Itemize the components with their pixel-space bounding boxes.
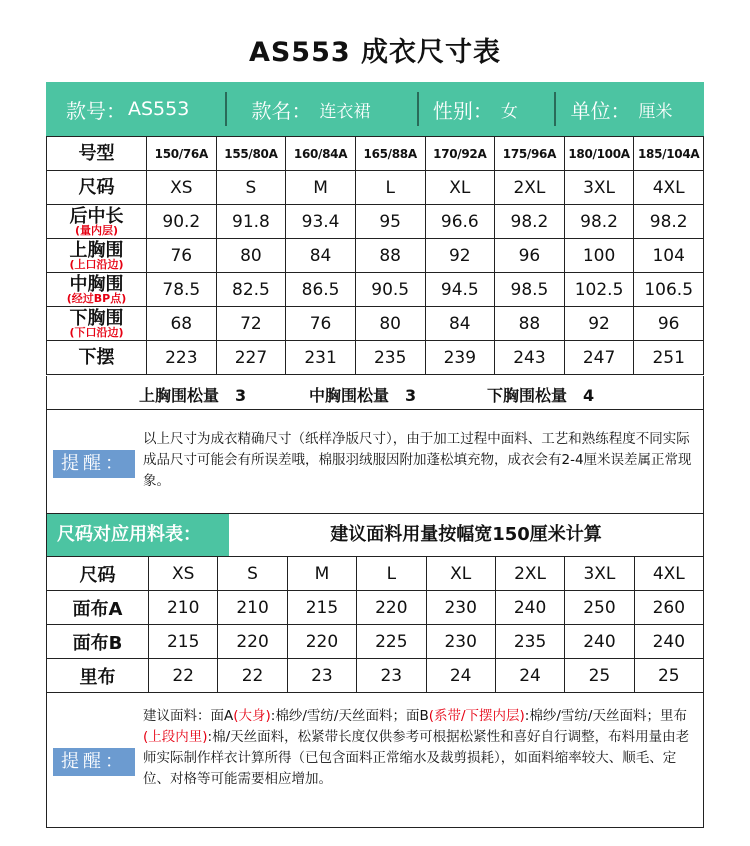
value-cell: 230 — [426, 625, 495, 659]
header-bar — [46, 82, 704, 136]
model-cell: 150/76A — [147, 137, 217, 171]
table-row — [47, 557, 704, 591]
ease-middle: 中胸围松量 3 — [309, 386, 417, 405]
value-cell: 98.2 — [634, 205, 704, 239]
table-row — [47, 625, 704, 659]
value-cell: 250 — [565, 591, 634, 625]
row-label-text: 后中长 — [69, 205, 124, 227]
value-cell: 102.5 — [564, 273, 634, 307]
value-cell: 84 — [425, 307, 495, 341]
value-cell: 24 — [426, 659, 495, 693]
value-cell: 240 — [495, 591, 564, 625]
value-cell: 92 — [564, 307, 634, 341]
value-cell: 223 — [147, 341, 217, 375]
value-cell: 215 — [287, 591, 356, 625]
page-title: AS553 成衣尺寸表 — [248, 37, 502, 68]
value-cell: 210 — [218, 591, 287, 625]
size-cell: L — [357, 557, 426, 591]
model-cell: 160/84A — [286, 137, 356, 171]
style-number-value: AS553 — [128, 98, 190, 120]
text-highlight: (系带/下摆内层) — [428, 708, 525, 724]
gender — [419, 82, 555, 136]
size-cell: S — [218, 557, 287, 591]
value-cell: 260 — [634, 591, 703, 625]
value-cell: 96 — [634, 307, 704, 341]
value-cell: 235 — [355, 341, 425, 375]
reminder-box-2 — [46, 692, 704, 828]
size-cell: 3XL — [565, 557, 634, 591]
value-cell: 88 — [355, 239, 425, 273]
gender-value: 女 — [500, 101, 518, 122]
row-label: 里布 — [47, 659, 149, 693]
value-cell: 225 — [357, 625, 426, 659]
value-cell: 98.5 — [495, 273, 565, 307]
value-cell: 243 — [495, 341, 565, 375]
unit-value: 厘米 — [638, 101, 673, 122]
size-cell: L — [355, 171, 425, 205]
unit-label: 单位： — [570, 98, 631, 123]
value-cell: 98.2 — [495, 205, 565, 239]
size-cell: M — [287, 557, 356, 591]
value-cell: 220 — [218, 625, 287, 659]
value-cell: 80 — [355, 307, 425, 341]
value-cell: 100 — [564, 239, 634, 273]
table-row — [47, 659, 704, 693]
fabric-width-note: 建议面料用量按幅宽150厘米计算 — [330, 524, 602, 545]
size-cell: XS — [147, 171, 217, 205]
table-row — [47, 205, 704, 239]
value-cell: 247 — [564, 341, 634, 375]
style-name-value: 连衣裙 — [319, 101, 371, 122]
row-label-text: 下胸围 — [69, 307, 124, 329]
size-cell: XL — [426, 557, 495, 591]
value-cell: 25 — [634, 659, 703, 693]
row-label-note: (量内层) — [74, 223, 119, 237]
size-cell: 4XL — [634, 171, 704, 205]
text-segment: :棉/天丝面料，松紧带长度仅供参考可根据松紧性和喜好自行调整，布料用量由老师实际制作样衣计算所得（已包含面料正常缩水及裁剪损耗），如面料缩率较大、顺毛、定位、对格等可能需要相应增加。 — [143, 729, 690, 787]
value-cell: 235 — [495, 625, 564, 659]
row-label-note: (下口沿边) — [69, 325, 124, 339]
value-cell: 90.5 — [355, 273, 425, 307]
model-label: 号型 — [47, 137, 147, 171]
value-cell: 72 — [216, 307, 286, 341]
value-cell: 90.2 — [147, 205, 217, 239]
fabric-header-bar — [46, 514, 704, 556]
text-segment: :棉纱/雪纺/天丝面料；面B — [270, 708, 429, 724]
value-cell: 220 — [287, 625, 356, 659]
reminder-button: 提醒： — [53, 748, 135, 776]
model-cell: 155/80A — [216, 137, 286, 171]
size-cell: 2XL — [495, 171, 565, 205]
table-row — [47, 591, 704, 625]
row-label — [47, 205, 147, 239]
table-row — [47, 341, 704, 375]
size-cell: 2XL — [495, 557, 564, 591]
value-cell: 84 — [286, 239, 356, 273]
value-cell: 68 — [147, 307, 217, 341]
value-cell: 82.5 — [216, 273, 286, 307]
value-cell: 240 — [565, 625, 634, 659]
ease-lower: 下胸围松量 4 — [487, 386, 595, 405]
value-cell: 96.6 — [425, 205, 495, 239]
fabric-usage-table — [46, 556, 704, 693]
row-label — [47, 341, 147, 375]
model-cell: 185/104A — [634, 137, 704, 171]
size-label: 尺码 — [47, 557, 149, 591]
ease-upper: 上胸围松量 3 — [139, 386, 247, 405]
reminder-text: 以上尺寸为成衣精确尺寸（纸样净版尺寸），由于加工过程中面料、工艺和熟练程度不同实际成品尺寸可能会有所误差哦，棉服羽绒服因附加蓬松填充物，成衣会有2-4厘米误差属正常现象。 — [143, 431, 692, 489]
value-cell: 24 — [495, 659, 564, 693]
value-cell: 98.2 — [564, 205, 634, 239]
text-segment: 建议面料：面A — [143, 708, 234, 724]
model-cell: 175/96A — [495, 137, 565, 171]
value-cell: 227 — [216, 341, 286, 375]
row-label: 面布A — [47, 591, 149, 625]
text-highlight: (大身) — [233, 708, 271, 724]
size-label: 尺码 — [47, 171, 147, 205]
size-cell: 3XL — [564, 171, 634, 205]
value-cell: 23 — [287, 659, 356, 693]
row-label: 面布B — [47, 625, 149, 659]
style-name-label: 款名： — [251, 98, 312, 123]
style-number-label: 款号： — [66, 98, 126, 123]
size-cell: 4XL — [634, 557, 703, 591]
value-cell: 23 — [357, 659, 426, 693]
row-label-note: (经过BP点) — [66, 291, 127, 305]
size-chart-table — [46, 136, 704, 375]
row-label-note: (上口沿边) — [69, 257, 124, 271]
row-label-text: 中胸围 — [69, 273, 124, 295]
text-highlight: (上段内里) — [143, 729, 208, 745]
style-name — [227, 82, 416, 136]
model-cell: 170/92A — [425, 137, 495, 171]
value-cell: 251 — [634, 341, 704, 375]
value-cell: 94.5 — [425, 273, 495, 307]
value-cell: 80 — [216, 239, 286, 273]
table-row — [47, 171, 704, 205]
value-cell: 96 — [495, 239, 565, 273]
row-label — [47, 239, 147, 273]
value-cell: 215 — [149, 625, 218, 659]
row-label-text: 上胸围 — [69, 239, 124, 261]
value-cell: 95 — [355, 205, 425, 239]
value-cell: 86.5 — [286, 273, 356, 307]
value-cell: 230 — [426, 591, 495, 625]
gender-label: 性别： — [432, 98, 493, 123]
value-cell: 76 — [286, 307, 356, 341]
model-cell: 180/100A — [564, 137, 634, 171]
value-cell: 220 — [357, 591, 426, 625]
reminder-button: 提醒： — [53, 450, 135, 478]
ease-row — [46, 376, 704, 410]
table-row — [47, 273, 704, 307]
reminder-box-1 — [46, 410, 704, 514]
value-cell: 91.8 — [216, 205, 286, 239]
value-cell: 76 — [147, 239, 217, 273]
row-label-text: 下摆 — [78, 347, 115, 368]
size-cell: M — [286, 171, 356, 205]
fabric-suggestion-text — [143, 706, 698, 790]
size-cell: XL — [425, 171, 495, 205]
table-row — [47, 307, 704, 341]
value-cell: 106.5 — [634, 273, 704, 307]
style-number — [46, 82, 225, 136]
size-cell: XS — [149, 557, 218, 591]
value-cell: 104 — [634, 239, 704, 273]
value-cell: 92 — [425, 239, 495, 273]
value-cell: 93.4 — [286, 205, 356, 239]
value-cell: 22 — [218, 659, 287, 693]
value-cell: 231 — [286, 341, 356, 375]
value-cell: 239 — [425, 341, 495, 375]
fabric-table-title: 尺码对应用料表： — [47, 514, 229, 556]
size-cell: S — [216, 171, 286, 205]
model-cell: 165/88A — [355, 137, 425, 171]
value-cell: 25 — [565, 659, 634, 693]
value-cell: 78.5 — [147, 273, 217, 307]
unit — [556, 82, 704, 136]
value-cell: 22 — [149, 659, 218, 693]
row-label — [47, 273, 147, 307]
value-cell: 240 — [634, 625, 703, 659]
table-row — [47, 239, 704, 273]
text-segment: :棉纱/雪纺/天丝面料；里布 — [524, 708, 687, 724]
row-label — [47, 307, 147, 341]
table-row — [47, 137, 704, 171]
value-cell: 210 — [149, 591, 218, 625]
value-cell: 88 — [495, 307, 565, 341]
